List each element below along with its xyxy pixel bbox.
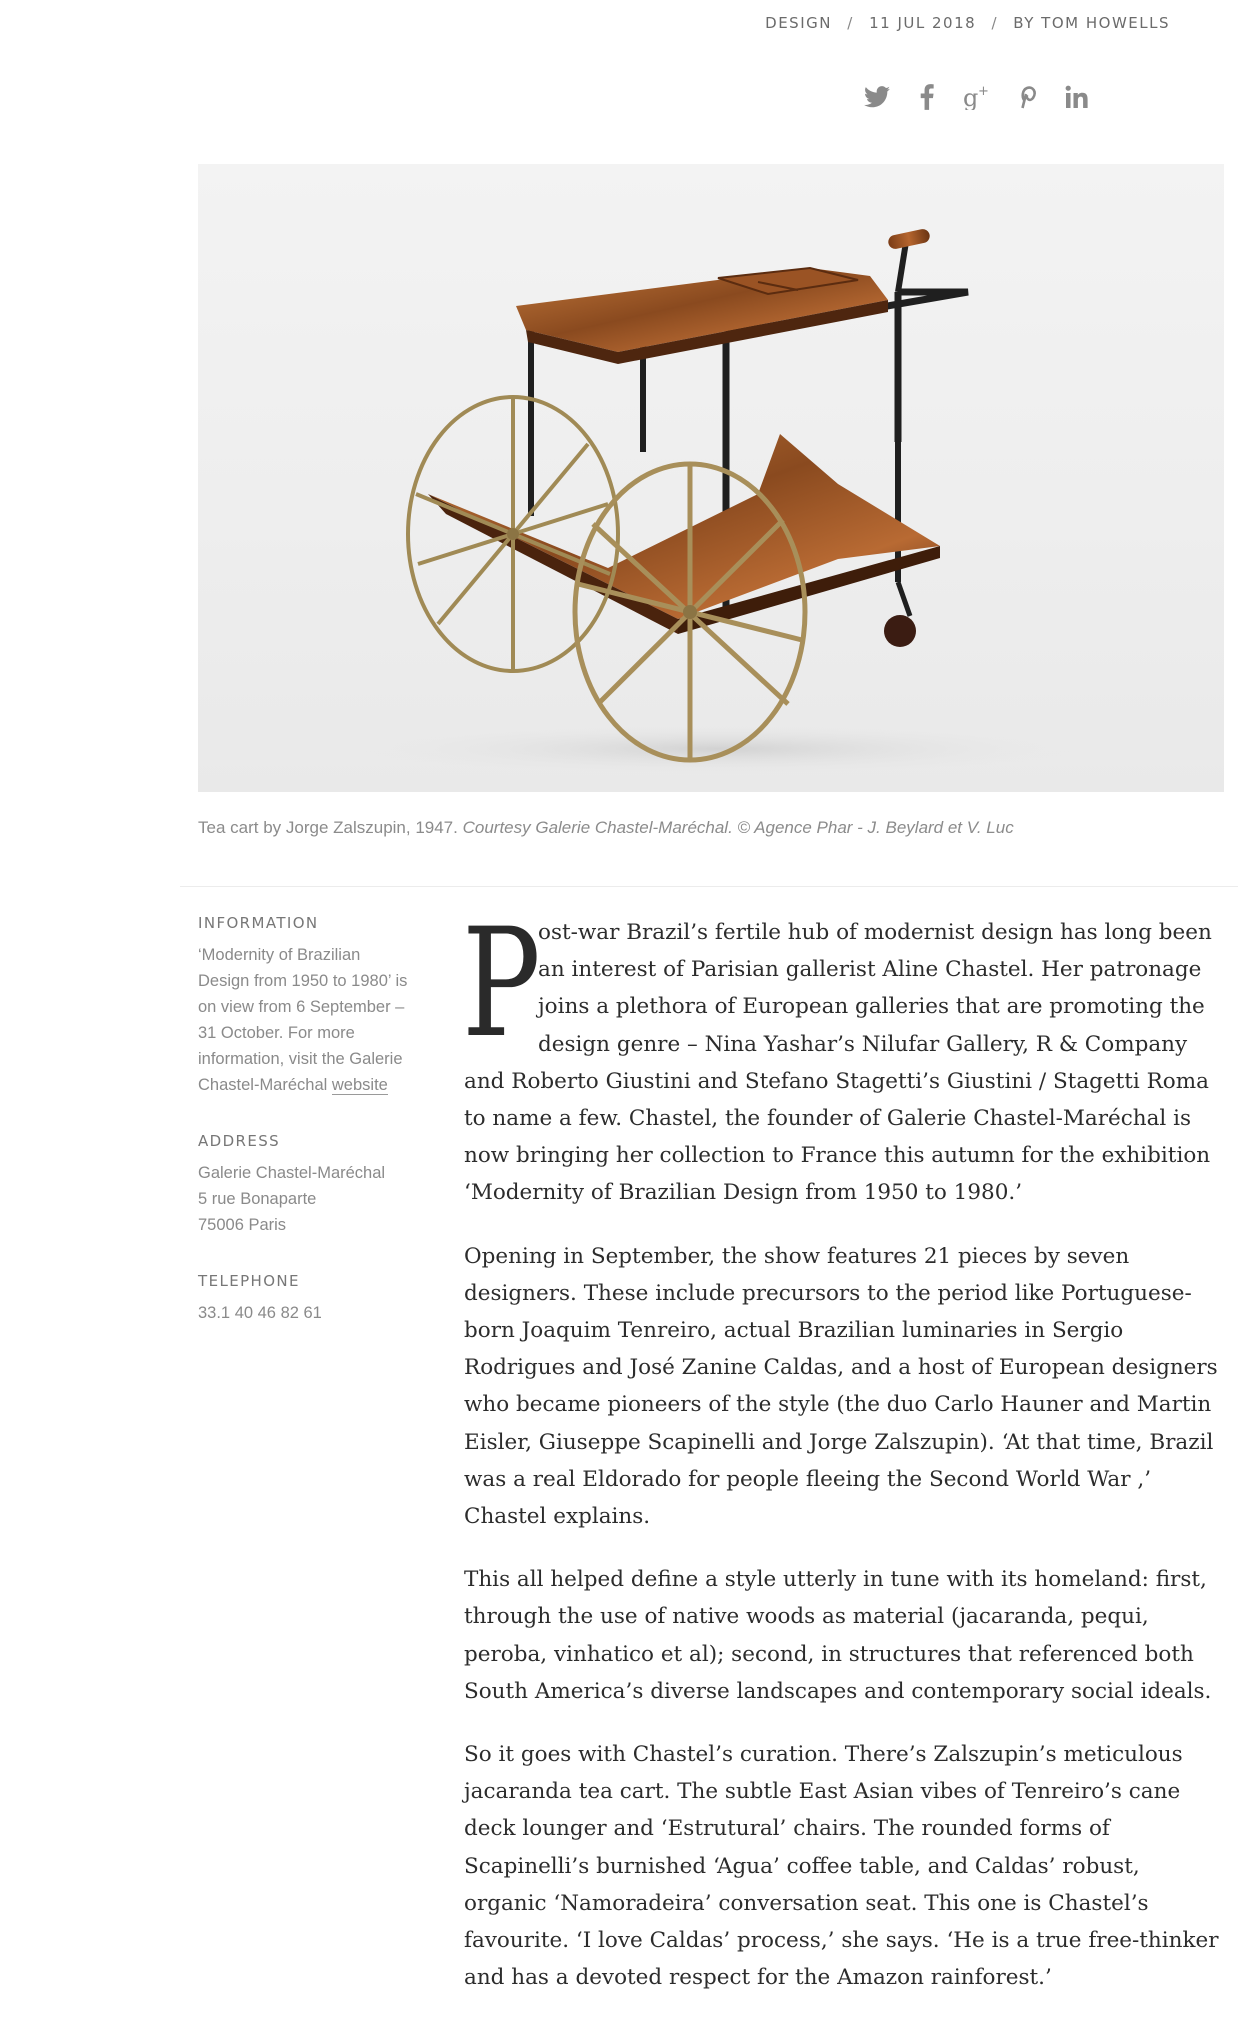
svg-text:g: g [963, 84, 979, 110]
google-plus-icon[interactable] [962, 82, 992, 112]
information-line: on view from 6 September – [198, 998, 405, 1016]
author-link[interactable]: BY TOM HOWELLS [1013, 14, 1170, 32]
article-paragraph: So it goes with Chastel’s curation. There’s Zalszupin’s meticulous jacaranda tea cart. The subtle East Asian vibes of Tenreiro’s cane deck lounger and ‘Estrutural’ chairs. The rounded forms of Scapinelli’s burnished ‘Agua’ coffee table, and Caldas’ robust, organic ‘Namoradeira’ conversation seat. This one is Chastel’s favourite. ‘I love Caldas’ process,’ she says. ‘He is a true free-thinker and has a devoted respect for the Amazon rainforest.’ [464, 1742, 1219, 1991]
article-paragraph: Opening in September, the show features 21 pieces by seven designers. These include precursors to the period like Portuguese-born Joaquim Tenreiro, actual Brazilian luminaries in Sergio Rodrigues and José Zanine Caldas, and a host of European designers who became pioneers of the style (the duo Carlo Hauner and Martin Eisler, Giuseppe Scapinelli and Jorge Zalszupin). ‘At that time, Brazil was a real Eldorado for people fleeing the Second World War ,’ Chastel explains. [464, 1243, 1218, 1530]
address-heading: ADDRESS [198, 1132, 281, 1150]
caption-text: Tea cart by Jorge Zalszupin, 1947. [198, 818, 463, 837]
information-text [198, 942, 428, 1098]
website-link[interactable]: website [331, 1076, 388, 1094]
facebook-icon[interactable] [912, 82, 942, 112]
address-text [198, 1160, 428, 1238]
address-line: 75006 Paris [198, 1216, 287, 1234]
category-link[interactable]: DESIGN [765, 14, 832, 32]
information-line: 31 October. For more [198, 1024, 355, 1042]
publish-date: 11 JUL 2018 [869, 14, 977, 32]
information-line: Design from 1950 to 1980’ is [198, 972, 408, 990]
tea-cart-illustration [198, 164, 1224, 792]
telephone-number: 33.1 40 46 82 61 [198, 1304, 322, 1322]
information-line: information, visit the Galerie [198, 1050, 403, 1068]
caption-credit: Courtesy Galerie Chastel-Maréchal. © Agence Phar - J. Beylard et V. Luc [462, 818, 1014, 837]
information-line: ‘Modernity of Brazilian [198, 946, 361, 964]
article-paragraph [462, 897, 1226, 1212]
telephone-heading: TELEPHONE [198, 1272, 300, 1290]
address-line: Galerie Chastel-Maréchal [198, 1164, 386, 1182]
article-paragraph: This all helped define a style utterly in tune with its homeland: first, through the use of native woods as material (jacaranda, pequi, peroba, vinhatico et al); second, in structures that referenced both South America’s diverse landscapes and contemporary social ideals. [464, 1567, 1212, 1704]
article-body [462, 897, 1226, 2022]
hero-image [198, 164, 1224, 792]
svg-text:+: + [978, 84, 989, 99]
info-sidebar [198, 914, 428, 1360]
meta-separator: / [991, 14, 998, 32]
meta-separator: / [847, 14, 854, 32]
twitter-icon[interactable] [862, 82, 892, 112]
linkedin-icon[interactable] [1062, 82, 1092, 112]
section-divider [180, 886, 1238, 887]
paragraph-text: ost-war Brazil’s fertile hub of modernist design has long been an interest of Parisian gallerist Aline Chastel. Her patronage joins a plethora of European galleries that are promoting the design genre – Nina Yashar’s Nilufar Gallery, R & Company and Roberto Giustini and Stefano Stagetti’s Giustini / Stagetti Roma to name a few. Chastel, the founder of Galerie Chastel-Maréchal is now bringing her collection to France this autumn for the exhibition ‘Modernity of Brazilian Design from 1950 to 1980.’ [464, 920, 1212, 1206]
pinterest-icon[interactable] [1012, 82, 1042, 112]
address-line: 5 rue Bonaparte [198, 1190, 317, 1208]
article-meta [765, 14, 1170, 32]
information-heading: INFORMATION [198, 914, 319, 932]
image-caption [198, 818, 1014, 838]
drop-cap: P [462, 897, 541, 1071]
information-line: Chastel-Maréchal [198, 1076, 332, 1094]
social-share-bar [862, 82, 1092, 112]
